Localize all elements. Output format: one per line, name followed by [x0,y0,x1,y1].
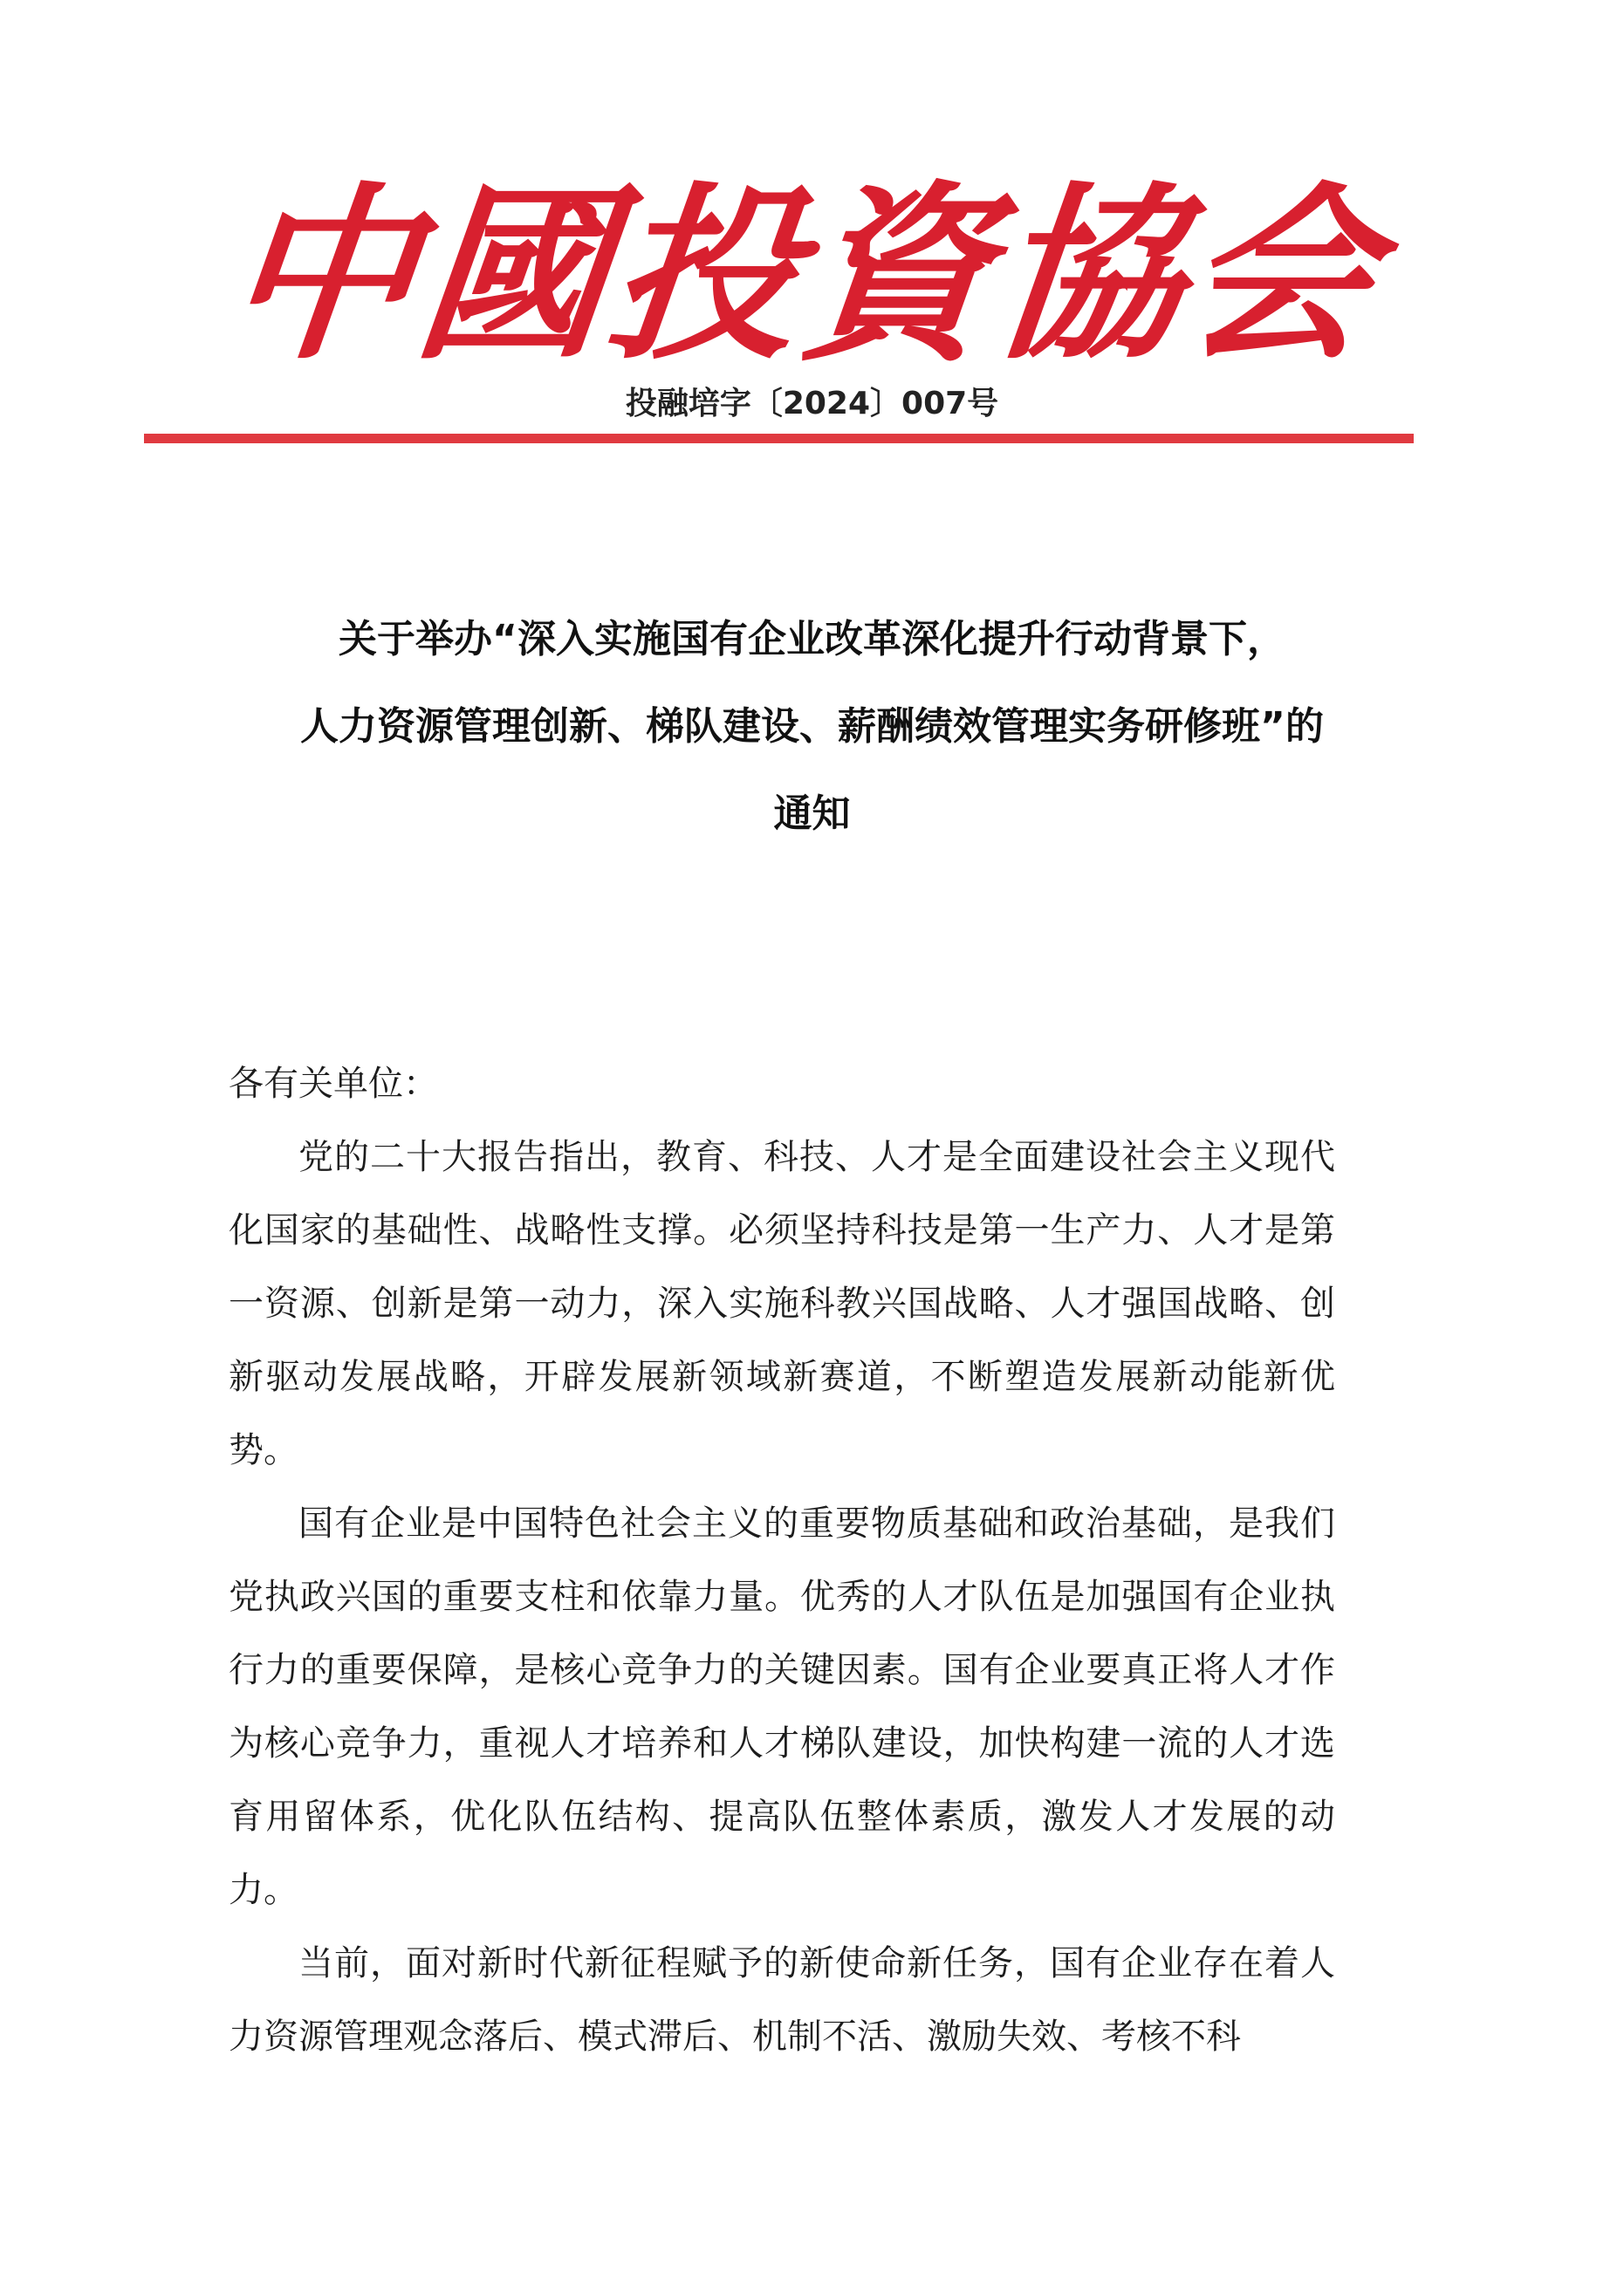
notice-body [229,1047,1335,2073]
masthead-char: 協 [983,164,1195,385]
title-line: 人力资源管理创新、梯队建设、薪酬绩效管理实务研修班”的 [300,704,1324,749]
document-number: 投融培字〔2024〕007号 [625,386,999,421]
header-divider [144,434,1414,443]
masthead-char: 投 [599,164,811,385]
title-line: 通知 [773,791,851,836]
masthead-char: 資 [791,164,1003,385]
body-paragraph: 国有企业是中国特色社会主义的重要物质基础和政治基础，是我们党执政兴国的重要支柱和依靠力量。优秀的人才队伍是加强国有企业执行力的重要保障，是核心竞争力的关键因素。国有企业要真正将人才作为核心竞争力，重视人才培养和人才梯队建设，加快构建一流的人才选育用留体系，优化队伍结构、提高队伍整体素质，激发人才发展的动力。 [229,1503,1335,1910]
body-paragraph: 党的二十大报告指出，教育、科技、人才是全面建设社会主义现代化国家的基础性、战略性支撑。必须坚持科技是第一生产力、人才是第一资源、创新是第一动力，深入实施科教兴国战略、人才强国战略、创新驱动发展战略，开辟发展新领域新赛道，不断塑造发展新动能新优势。 [229,1137,1335,1470]
title-line: 关于举办“深入实施国有企业改革深化提升行动背景下， [339,617,1285,661]
masthead-char: 中 [215,164,427,385]
masthead-char: 國 [407,164,619,385]
masthead-char: 会 [1175,164,1387,385]
organization-masthead [215,161,1387,388]
notice-title [131,596,1493,858]
body-paragraph: 当前，面对新时代新征程赋予的新使命新任务，国有企业存在着人力资源管理观念落后、模式滞后、机制不活、激励失效、考核不科 [229,1943,1335,2057]
salutation: 各有关单位： [229,1064,438,1104]
